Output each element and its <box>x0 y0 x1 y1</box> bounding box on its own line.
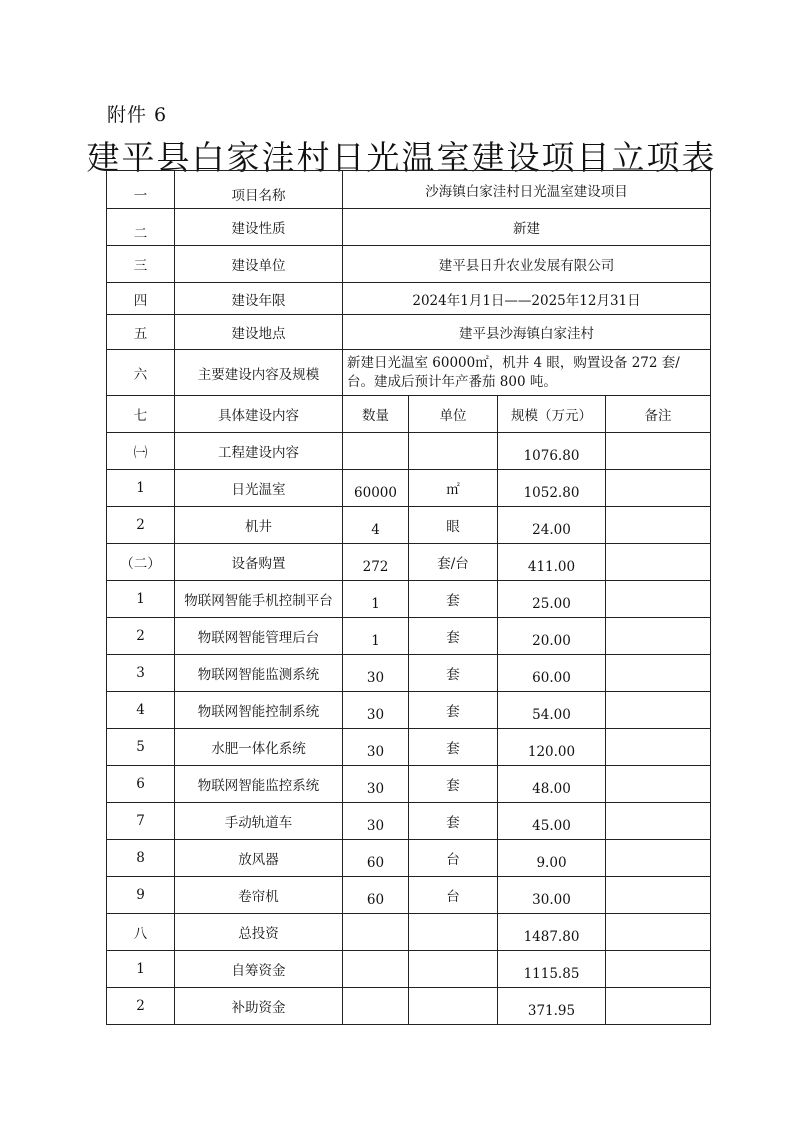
row-content: 物联网智能监控系统 <box>175 766 343 803</box>
row-number: （二） <box>107 544 175 581</box>
row-unit <box>409 914 498 951</box>
table-row <box>107 766 711 803</box>
row-unit: 套 <box>409 655 498 692</box>
row-quantity: 60 <box>343 840 409 877</box>
row-note <box>606 988 711 1025</box>
row-quantity: 1 <box>343 581 409 618</box>
row-note <box>606 729 711 766</box>
row-number: 2 <box>107 507 175 544</box>
row-unit: 套 <box>409 803 498 840</box>
row-number: 一 <box>107 171 175 209</box>
row-unit: 套 <box>409 618 498 655</box>
row-number: 7 <box>107 803 175 840</box>
row-scale: 1076.80 <box>498 433 606 470</box>
table-row <box>107 618 711 655</box>
row-note <box>606 655 711 692</box>
row-unit: 套 <box>409 729 498 766</box>
detail-rows <box>107 433 711 1025</box>
row-scale: 1487.80 <box>498 914 606 951</box>
row-content: 物联网智能管理后台 <box>175 618 343 655</box>
row-scale: 120.00 <box>498 729 606 766</box>
table-row <box>107 655 711 692</box>
row-scale: 30.00 <box>498 877 606 914</box>
row-label: 建设地点 <box>175 315 343 350</box>
row-number: 二 <box>107 209 175 246</box>
row-content: 机井 <box>175 507 343 544</box>
row-content: 补助资金 <box>175 988 343 1025</box>
header-content: 具体建设内容 <box>175 396 343 433</box>
row-unit: 台 <box>409 840 498 877</box>
row-label: 建设单位 <box>175 246 343 283</box>
row-scale: 45.00 <box>498 803 606 840</box>
row-quantity <box>343 951 409 988</box>
info-row-nature <box>107 209 711 246</box>
row-note <box>606 470 711 507</box>
table-row <box>107 692 711 729</box>
row-scale: 1115.85 <box>498 951 606 988</box>
table-row <box>107 433 711 470</box>
row-note <box>606 951 711 988</box>
row-number: 八 <box>107 914 175 951</box>
row-content: 手动轨道车 <box>175 803 343 840</box>
row-content: 设备购置 <box>175 544 343 581</box>
row-scale: 371.95 <box>498 988 606 1025</box>
row-quantity: 30 <box>343 803 409 840</box>
row-note <box>606 840 711 877</box>
row-quantity: 60000 <box>343 470 409 507</box>
row-unit: ㎡ <box>409 470 498 507</box>
row-number: 1 <box>107 470 175 507</box>
project-table <box>106 170 711 1025</box>
row-quantity <box>343 914 409 951</box>
row-scale: 48.00 <box>498 766 606 803</box>
table-row <box>107 988 711 1025</box>
row-value: 新建日光温室 60000㎡，机井 4 眼，购置设备 272 套/台。建成后预计年产番茄 800 吨。 <box>343 350 711 396</box>
table-row <box>107 951 711 988</box>
row-number: ㈠ <box>107 433 175 470</box>
row-quantity: 30 <box>343 692 409 729</box>
row-note <box>606 544 711 581</box>
row-note <box>606 433 711 470</box>
row-note <box>606 618 711 655</box>
row-number: 3 <box>107 655 175 692</box>
row-note <box>606 766 711 803</box>
row-quantity: 30 <box>343 655 409 692</box>
table-row <box>107 470 711 507</box>
table-body <box>107 171 711 433</box>
header-unit: 单位 <box>409 396 498 433</box>
row-quantity: 272 <box>343 544 409 581</box>
row-scale: 54.00 <box>498 692 606 729</box>
row-content: 自筹资金 <box>175 951 343 988</box>
row-number: 六 <box>107 350 175 396</box>
table-row <box>107 729 711 766</box>
row-scale: 1052.80 <box>498 470 606 507</box>
row-number: 1 <box>107 951 175 988</box>
row-label: 建设年限 <box>175 283 343 315</box>
row-quantity <box>343 433 409 470</box>
row-note <box>606 581 711 618</box>
row-unit <box>409 433 498 470</box>
row-value: 建平县日升农业发展有限公司 <box>343 246 711 283</box>
row-value: 新建 <box>343 209 711 246</box>
header-number: 七 <box>107 396 175 433</box>
row-note <box>606 877 711 914</box>
row-content: 卷帘机 <box>175 877 343 914</box>
row-content: 物联网智能手机控制平台 <box>175 581 343 618</box>
table-row <box>107 840 711 877</box>
row-quantity: 30 <box>343 729 409 766</box>
row-number: 6 <box>107 766 175 803</box>
row-scale: 60.00 <box>498 655 606 692</box>
row-unit: 套 <box>409 581 498 618</box>
row-note <box>606 692 711 729</box>
row-number: 1 <box>107 581 175 618</box>
row-unit: 套 <box>409 692 498 729</box>
attachment-label: 附件 6 <box>107 104 168 126</box>
row-content: 总投资 <box>175 914 343 951</box>
row-number: 2 <box>107 618 175 655</box>
row-number: 四 <box>107 283 175 315</box>
row-quantity: 60 <box>343 877 409 914</box>
header-scale: 规模（万元） <box>498 396 606 433</box>
row-content: 水肥一体化系统 <box>175 729 343 766</box>
row-content: 放风器 <box>175 840 343 877</box>
row-quantity: 30 <box>343 766 409 803</box>
row-content: 物联网智能控制系统 <box>175 692 343 729</box>
row-note <box>606 803 711 840</box>
info-row-project-name <box>107 171 711 209</box>
row-scale: 25.00 <box>498 581 606 618</box>
row-number: 9 <box>107 877 175 914</box>
row-scale: 411.00 <box>498 544 606 581</box>
row-value: 2024年1月1日——2025年12月31日 <box>343 283 711 315</box>
row-unit <box>409 951 498 988</box>
row-quantity: 4 <box>343 507 409 544</box>
row-unit: 眼 <box>409 507 498 544</box>
table-row <box>107 544 711 581</box>
row-scale: 24.00 <box>498 507 606 544</box>
row-number: 五 <box>107 315 175 350</box>
info-row-period <box>107 283 711 315</box>
header-quantity: 数量 <box>343 396 409 433</box>
table-row <box>107 914 711 951</box>
row-label: 主要建设内容及规模 <box>175 350 343 396</box>
table-row <box>107 803 711 840</box>
info-row-scale <box>107 350 711 396</box>
row-number: 三 <box>107 246 175 283</box>
table-row <box>107 507 711 544</box>
row-label: 项目名称 <box>175 171 343 209</box>
row-unit: 台 <box>409 877 498 914</box>
row-value: 建平县沙海镇白家洼村 <box>343 315 711 350</box>
row-scale: 20.00 <box>498 618 606 655</box>
row-content: 物联网智能监测系统 <box>175 655 343 692</box>
info-row-unit <box>107 246 711 283</box>
row-unit <box>409 988 498 1025</box>
row-number: 4 <box>107 692 175 729</box>
row-quantity: 1 <box>343 618 409 655</box>
detail-header-row <box>107 396 711 433</box>
row-content: 日光温室 <box>175 470 343 507</box>
row-unit: 套/台 <box>409 544 498 581</box>
row-quantity <box>343 988 409 1025</box>
table-row <box>107 877 711 914</box>
row-number: 2 <box>107 988 175 1025</box>
row-note <box>606 507 711 544</box>
row-number: 5 <box>107 729 175 766</box>
row-content: 工程建设内容 <box>175 433 343 470</box>
table-row <box>107 581 711 618</box>
header-note: 备注 <box>606 396 711 433</box>
info-row-location <box>107 315 711 350</box>
row-value: 沙海镇白家洼村日光温室建设项目 <box>343 171 711 209</box>
row-note <box>606 914 711 951</box>
row-unit: 套 <box>409 766 498 803</box>
page-title: 建平县白家洼村日光温室建设项目立项表 <box>86 138 717 177</box>
row-number: 8 <box>107 840 175 877</box>
row-label: 建设性质 <box>175 209 343 246</box>
row-scale: 9.00 <box>498 840 606 877</box>
